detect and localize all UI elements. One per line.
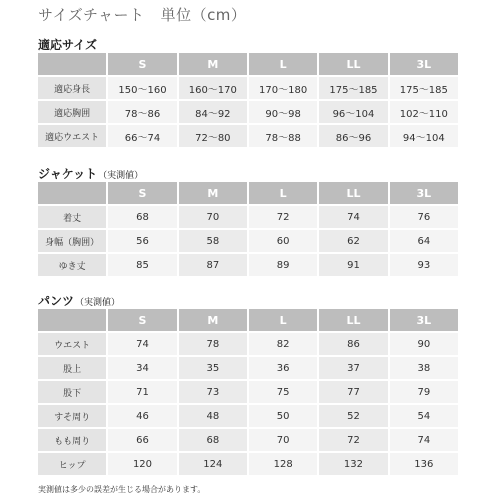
pants-table [36,307,460,477]
table-cell: 160～170 [179,77,247,99]
column-header: LL [319,182,387,204]
table-cell: 50 [249,405,317,427]
row-label: 身幅（胸囲） [38,230,106,252]
table-cell: 87 [179,254,247,276]
table-cell: 74 [319,206,387,228]
column-header: 3L [390,182,458,204]
table-row [38,77,458,99]
table-cell: 90 [390,333,458,355]
table-cell: 68 [108,206,176,228]
table-row [38,206,458,228]
table-cell: 120 [108,453,176,475]
column-header: S [108,309,176,331]
table-row [38,381,458,403]
table-cell: 74 [390,429,458,451]
table-cell: 93 [390,254,458,276]
table-cell: 36 [249,357,317,379]
column-header: LL [319,309,387,331]
column-header: M [179,182,247,204]
table-cell: 72 [319,429,387,451]
table-cell: 46 [108,405,176,427]
jacket-table [36,180,460,278]
table-cell: 68 [179,429,247,451]
table-cell: 78～86 [108,101,176,123]
column-header: L [249,53,317,75]
corner-cell [38,53,106,75]
table-cell: 90～98 [249,101,317,123]
jacket-header-row [38,182,458,204]
table-cell: 66 [108,429,176,451]
column-header: M [179,309,247,331]
table-cell: 170～180 [249,77,317,99]
row-label: 適応身長 [38,77,106,99]
row-label: ヒップ [38,453,106,475]
table-row [38,254,458,276]
table-cell: 35 [179,357,247,379]
column-header: L [249,309,317,331]
row-label: ゆき丈 [38,254,106,276]
table-cell: 94～104 [390,125,458,147]
table-cell: 72 [249,206,317,228]
table-cell: 62 [319,230,387,252]
column-header: L [249,182,317,204]
row-label: 着丈 [38,206,106,228]
column-header: S [108,53,176,75]
table-cell: 64 [390,230,458,252]
corner-cell [38,182,106,204]
table-cell: 84～92 [179,101,247,123]
table-cell: 66～74 [108,125,176,147]
table-cell: 38 [390,357,458,379]
table-cell: 75 [249,381,317,403]
table-row [38,230,458,252]
table-cell: 34 [108,357,176,379]
table-row [38,357,458,379]
table-cell: 91 [319,254,387,276]
fit-size-table [36,51,460,149]
corner-cell [38,309,106,331]
footnote: 実測値は多少の誤差が生じる場合があります。 [38,485,206,494]
table-cell: 48 [179,405,247,427]
column-header: S [108,182,176,204]
pants-heading-text: パンツ [38,294,75,308]
table-cell: 128 [249,453,317,475]
table-cell: 54 [390,405,458,427]
table-row [38,125,458,147]
page-title-unit: 単位（cm） [160,6,247,24]
table-cell: 71 [108,381,176,403]
table-cell: 82 [249,333,317,355]
table-row [38,429,458,451]
row-label: ウエスト [38,333,106,355]
table-cell: 175～185 [319,77,387,99]
table-cell: 132 [319,453,387,475]
table-cell: 96～104 [319,101,387,123]
column-header: 3L [390,53,458,75]
row-label: 適応胸囲 [38,101,106,123]
column-header: 3L [390,309,458,331]
table-cell: 52 [319,405,387,427]
table-cell: 74 [108,333,176,355]
pants-heading-note: （実測値） [75,298,121,308]
table-cell: 86 [319,333,387,355]
table-cell: 78 [179,333,247,355]
table-row [38,101,458,123]
table-cell: 58 [179,230,247,252]
page-title-main: サイズチャート [38,6,145,24]
table-row [38,405,458,427]
row-label: 股下 [38,381,106,403]
row-label: 股上 [38,357,106,379]
table-cell: 175～185 [390,77,458,99]
table-cell: 86～96 [319,125,387,147]
table-cell: 70 [179,206,247,228]
table-cell: 85 [108,254,176,276]
table-cell: 72～80 [179,125,247,147]
table-cell: 37 [319,357,387,379]
table-cell: 73 [179,381,247,403]
row-label: もも周り [38,429,106,451]
table-cell: 78～88 [249,125,317,147]
table-cell: 56 [108,230,176,252]
table-cell: 76 [390,206,458,228]
fit-size-heading-text: 適応サイズ [38,38,98,52]
column-header: LL [319,53,387,75]
table-cell: 89 [249,254,317,276]
fit-size-header-row [38,53,458,75]
column-header: M [179,53,247,75]
row-label: すそ周り [38,405,106,427]
table-cell: 60 [249,230,317,252]
table-row [38,333,458,355]
table-cell: 124 [179,453,247,475]
page-title [38,4,246,25]
jacket-heading-text: ジャケット [38,167,98,181]
table-cell: 136 [390,453,458,475]
table-cell: 150～160 [108,77,176,99]
table-cell: 79 [390,381,458,403]
table-cell: 102～110 [390,101,458,123]
pants-header-row [38,309,458,331]
row-label: 適応ウエスト [38,125,106,147]
table-row [38,453,458,475]
jacket-heading-note: （実測値） [98,171,144,181]
table-cell: 77 [319,381,387,403]
table-cell: 70 [249,429,317,451]
